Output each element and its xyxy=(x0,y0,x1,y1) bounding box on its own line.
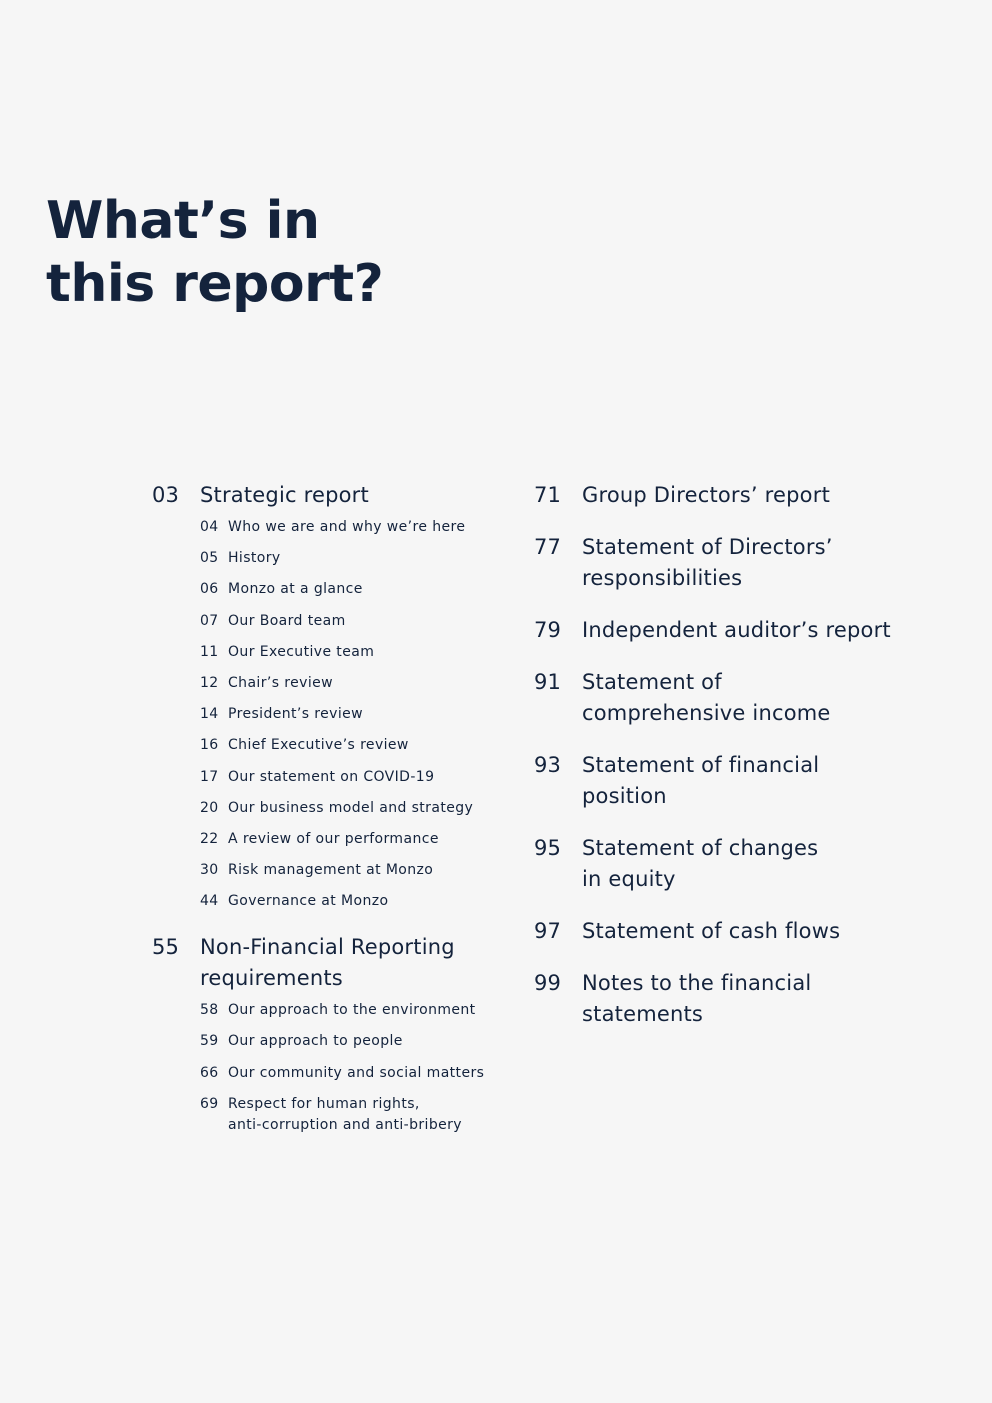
toc-subitem-title: Risk management at Monzo xyxy=(228,862,434,879)
toc-section-page-number: 71 xyxy=(534,483,562,507)
toc-subitem-page-number: 22 xyxy=(200,830,219,847)
toc-subitem-title: Our community and social matters xyxy=(228,1064,485,1081)
toc-subsection-list xyxy=(200,517,512,912)
toc-section-title: Statement of comprehensive income xyxy=(582,670,831,725)
page-title-line-2: this report? xyxy=(46,254,384,314)
toc-section-non-financial-reporting[interactable] xyxy=(152,932,512,994)
toc-section-page-number: 95 xyxy=(534,836,562,860)
toc-subitem-page-number: 59 xyxy=(200,1033,219,1050)
toc-section-page-number: 93 xyxy=(534,753,562,777)
toc-subitem-title: A review of our performance xyxy=(228,830,439,847)
toc-subitem[interactable] xyxy=(200,673,512,694)
page-title-line-1: What’s in xyxy=(46,191,320,251)
toc-section-notes[interactable] xyxy=(534,968,954,1030)
toc-section-page-number: 97 xyxy=(534,919,562,943)
toc-subitem-page-number: 16 xyxy=(200,737,219,754)
toc-subitem-title: Our approach to people xyxy=(228,1033,403,1050)
toc-subitem[interactable] xyxy=(200,517,512,538)
toc-section-financial-position[interactable] xyxy=(534,750,954,812)
toc-section-changes-in-equity[interactable] xyxy=(534,833,954,895)
toc-subitem[interactable] xyxy=(200,1094,512,1136)
contents-right-column xyxy=(534,480,954,1051)
toc-section-title: Statement of financial position xyxy=(582,753,820,808)
toc-section-page-number: 91 xyxy=(534,670,562,694)
toc-subitem-page-number: 07 xyxy=(200,612,219,629)
toc-subsection-list xyxy=(200,1000,512,1136)
toc-section-title: Strategic report xyxy=(200,483,369,507)
toc-subitem-page-number: 12 xyxy=(200,674,219,691)
toc-subitem-page-number: 11 xyxy=(200,643,219,660)
toc-section-directors-responsibilities[interactable] xyxy=(534,532,954,594)
toc-subitem-title: Monzo at a glance xyxy=(228,581,363,598)
toc-section-page-number: 03 xyxy=(152,483,180,507)
toc-subitem[interactable] xyxy=(200,891,512,912)
toc-subitem[interactable] xyxy=(200,704,512,725)
toc-subitem-page-number: 66 xyxy=(200,1064,219,1081)
toc-subitem[interactable] xyxy=(200,548,512,569)
toc-subitem-page-number: 14 xyxy=(200,706,219,723)
toc-section-page-number: 55 xyxy=(152,935,180,960)
toc-subitem-page-number: 06 xyxy=(200,581,219,598)
toc-subitem-title: Respect for human rights, anti-corruption and anti-bribery xyxy=(228,1095,462,1133)
toc-subitem-page-number: 44 xyxy=(200,893,219,910)
contents-left-column xyxy=(152,480,512,1146)
toc-section-group-directors-report[interactable] xyxy=(534,480,954,511)
toc-subitem-title: Chief Executive’s review xyxy=(228,737,409,754)
toc-section-page-number: 77 xyxy=(534,535,562,559)
toc-section-title: Notes to the financial statements xyxy=(582,971,812,1026)
toc-subitem-page-number: 69 xyxy=(200,1095,219,1112)
toc-subitem-page-number: 05 xyxy=(200,550,219,567)
toc-subitem-title: Who we are and why we’re here xyxy=(228,519,466,535)
toc-subitem-title: Our statement on COVID-19 xyxy=(228,768,435,785)
toc-subitem-title: Chair’s review xyxy=(228,674,333,691)
toc-subitem[interactable] xyxy=(200,798,512,819)
toc-subitem[interactable] xyxy=(200,1031,512,1052)
toc-subitem[interactable] xyxy=(200,579,512,600)
toc-section-title: Group Directors’ report xyxy=(582,483,830,507)
toc-subitem[interactable] xyxy=(200,1063,512,1084)
toc-section-title: Independent auditor’s report xyxy=(582,618,891,642)
toc-section-title: Non-Financial Reporting requirements xyxy=(200,935,455,991)
toc-subitem-page-number: 58 xyxy=(200,1002,219,1019)
toc-subitem[interactable] xyxy=(200,829,512,850)
toc-section-comprehensive-income[interactable] xyxy=(534,667,954,729)
toc-subitem-page-number: 17 xyxy=(200,768,219,785)
toc-subitem[interactable] xyxy=(200,611,512,632)
toc-subitem[interactable] xyxy=(200,735,512,756)
toc-subitem-title: History xyxy=(228,550,281,567)
page-title xyxy=(46,190,383,316)
toc-subitem[interactable] xyxy=(200,642,512,663)
toc-subitem-page-number: 04 xyxy=(200,519,219,535)
toc-subitem-title: Our business model and strategy xyxy=(228,799,474,816)
toc-section-title: Statement of cash flows xyxy=(582,919,841,943)
toc-section-cash-flows[interactable] xyxy=(534,916,954,947)
toc-subitem-page-number: 30 xyxy=(200,862,219,879)
toc-section-title: Statement of Directors’ responsibilities xyxy=(582,535,833,590)
toc-section-page-number: 79 xyxy=(534,618,562,642)
toc-subitem[interactable] xyxy=(200,767,512,788)
toc-subitem[interactable] xyxy=(200,1000,512,1021)
toc-subitem-title: Our Executive team xyxy=(228,643,375,660)
toc-subitem-title: Our approach to the environment xyxy=(228,1002,476,1019)
toc-subitem[interactable] xyxy=(200,860,512,881)
toc-subitem-title: Our Board team xyxy=(228,612,346,629)
toc-subitem-title: Governance at Monzo xyxy=(228,893,389,910)
toc-section-page-number: 99 xyxy=(534,971,562,995)
toc-subitem-title: President’s review xyxy=(228,706,363,723)
toc-subitem-page-number: 20 xyxy=(200,799,219,816)
toc-section-title: Statement of changes in equity xyxy=(582,836,819,891)
toc-section-auditors-report[interactable] xyxy=(534,615,954,646)
toc-section-strategic-report[interactable] xyxy=(152,480,512,511)
